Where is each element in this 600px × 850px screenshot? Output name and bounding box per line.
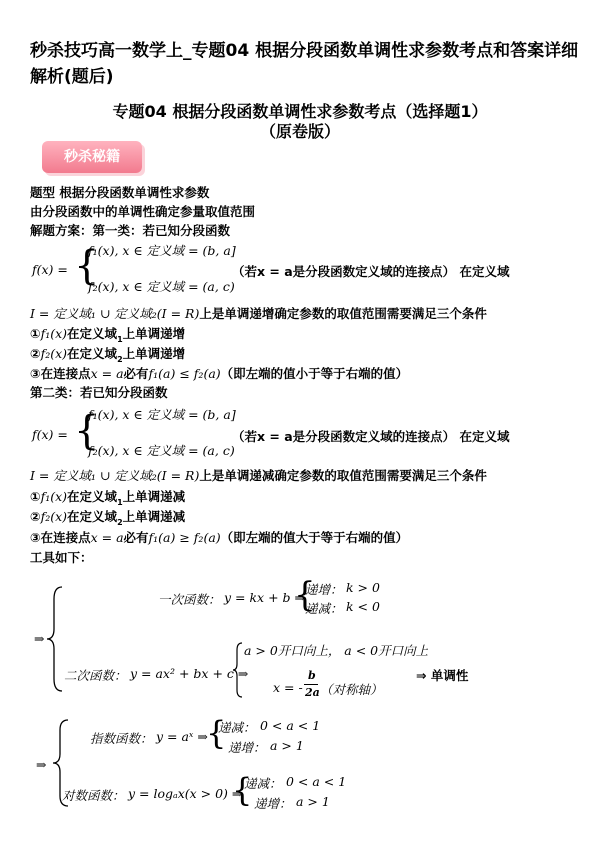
monotonicity-result: ⇒ 单调性 — [416, 668, 469, 683]
condition-1: ①f₁(x)在定义域$_1$上单调递增 — [30, 326, 186, 345]
connection-note: （若x = a是分段函数定义域的连接点） 在定义域 — [232, 429, 510, 444]
left-brace: { — [74, 243, 100, 289]
exp-dec-cond: 0 < a < 1 — [260, 718, 321, 733]
section-title: 专题04 根据分段函数单调性求参数考点（选择题1） — [112, 102, 488, 121]
domain-line-1: I = 定义域₁ ∪ 定义域₂(I = R)上是单调递增确定参数的取值范围需要满足三个条件 — [30, 306, 487, 321]
implies-arrow: ⇒ — [36, 757, 47, 772]
page-title: 秒杀技巧高一数学上_专题04 根据分段函数单调性求参数考点和答案详细解析(题后) — [30, 41, 579, 87]
domain-line-2: I = 定义域₁ ∪ 定义域₂(I = R)上是单调递减确定参数的取值范围需要满足三个条件 — [30, 468, 487, 483]
log-dec-cond: 0 < a < 1 — [286, 774, 347, 789]
log-formula: y = logₐx(x > 0) ⇒ — [128, 786, 243, 801]
condition-1: ①f₁(x)在定义域$_1$上单调递减 — [30, 489, 186, 508]
tools-heading: 工具如下： — [30, 550, 93, 565]
small-brace: { — [206, 714, 227, 752]
left-brace: { — [74, 408, 100, 454]
section-subtitle: （原卷版） — [259, 122, 340, 141]
piece-2: f₂(x), x ∈ 定义域 = (a, c) — [88, 279, 235, 294]
topic-description: 由分段函数中的单调性确定参量取值范围 — [30, 204, 256, 219]
exp-inc-cond: a > 1 — [270, 738, 304, 753]
log-inc-cond: a > 1 — [296, 794, 330, 809]
exp-formula: y = aˣ ⇒ — [156, 729, 208, 744]
big-brace-1 — [44, 585, 66, 693]
class2-heading: 第二类：若已知分段函数 — [30, 385, 168, 400]
f-lhs: f(x) = — [32, 427, 68, 442]
small-brace: { — [232, 771, 253, 809]
linear-dec-label: 递减： — [305, 601, 343, 616]
implies-arrow: ⇒ — [34, 631, 45, 646]
axis-x: x = - — [273, 680, 303, 695]
exp-inc-label: 递增： — [228, 740, 266, 755]
plan-heading: 解题方案：第一类：若已知分段函数 — [30, 223, 231, 238]
quadratic-label: 二次函数： — [64, 668, 127, 683]
topic-heading: 题型 根据分段函数单调性求参数 — [30, 185, 210, 200]
linear-inc-label: 递增： — [305, 582, 343, 597]
piece-1: f₁(x), x ∈ 定义域 = (b, a] — [88, 243, 236, 258]
piece-1: f₁(x), x ∈ 定义域 = (b, a] — [88, 407, 236, 422]
exp-label: 指数函数： — [90, 731, 153, 746]
log-inc-label: 递增： — [254, 796, 292, 811]
condition-2: ②f₂(x)在定义域$_2$上单调递增 — [30, 346, 186, 365]
linear-formula: y = kx + b ⇒ — [224, 590, 305, 605]
piece-2: f₂(x), x ∈ 定义域 = (a, c) — [88, 443, 235, 458]
linear-dec-cond: k < 0 — [346, 599, 380, 614]
f-lhs: f(x) = — [32, 262, 68, 277]
connection-note: （若x = a是分段函数定义域的连接点） 在定义域 — [232, 264, 510, 279]
log-dec-label: 递减： — [244, 776, 282, 791]
axis-denominator: 2a — [305, 686, 320, 699]
axis-numerator: b — [308, 669, 316, 682]
condition-2: ②f₂(x)在定义域$_2$上单调递减 — [30, 509, 186, 528]
log-label: 对数函数： — [62, 788, 125, 803]
exp-dec-label: 递减： — [218, 720, 256, 735]
tips-badge: 秒杀秘籍 — [42, 141, 142, 173]
linear-inc-cond: k > 0 — [346, 580, 380, 595]
condition-3: ③在连接点x = a必有f₁(a) ≥ f₂(a)（即左端的值大于等于右端的值） — [30, 530, 409, 545]
small-brace-2 — [232, 642, 244, 698]
fraction-bar — [304, 684, 318, 685]
quadratic-opening: a > 0开口向上， a < 0开口向上 — [244, 643, 429, 658]
axis-label: （对称轴） — [320, 682, 383, 697]
linear-label: 一次函数： — [158, 592, 221, 607]
small-brace: { — [294, 575, 316, 615]
quadratic-formula: y = ax² + bx + c ⇒ — [130, 666, 249, 681]
condition-3: ③在连接点x = a必有f₁(a) ≤ f₂(a)（即左端的值小于等于右端的值） — [30, 366, 409, 381]
